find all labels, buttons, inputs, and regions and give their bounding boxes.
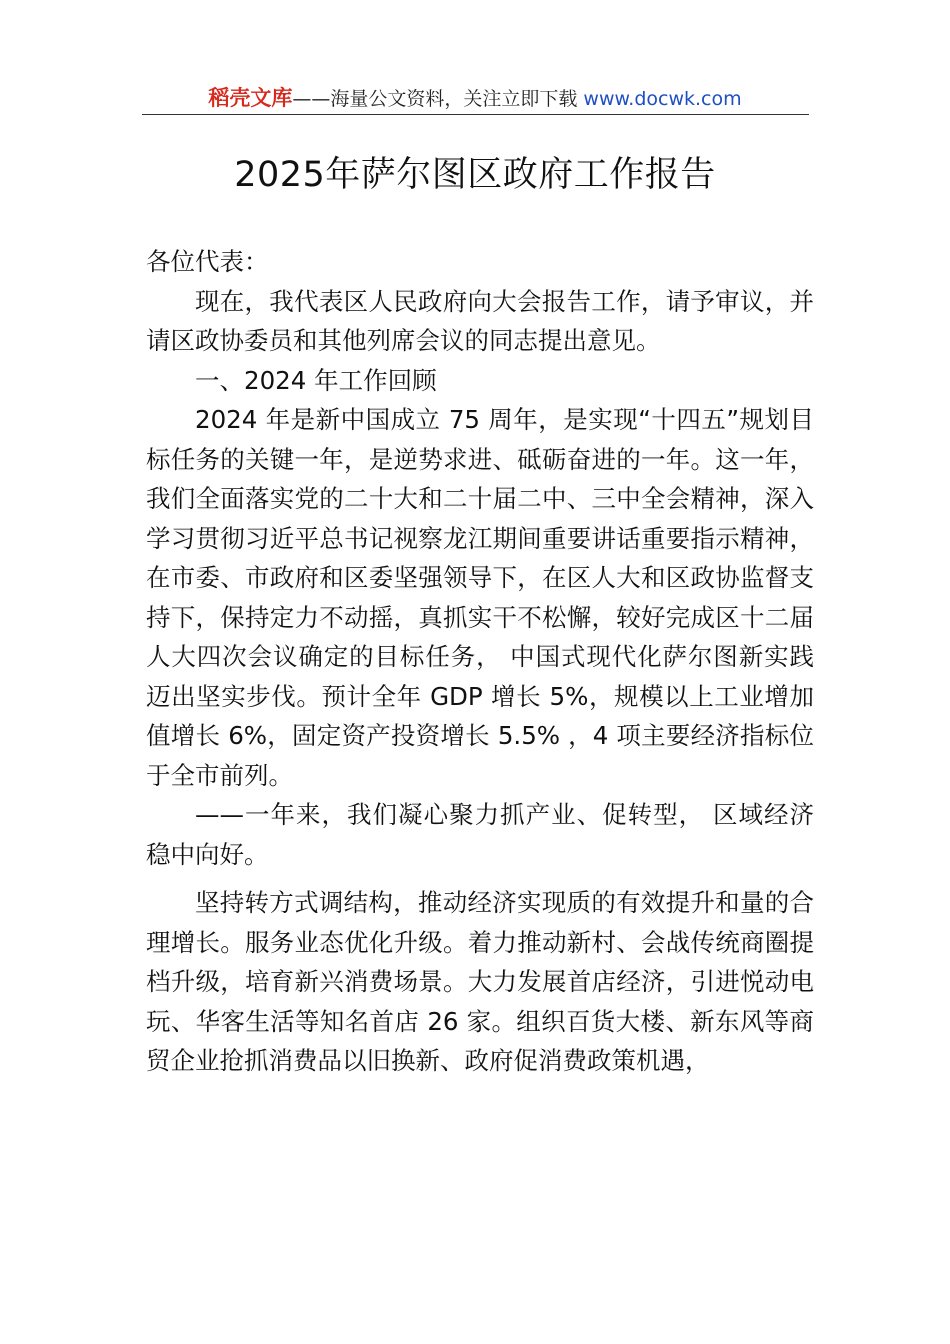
paragraph-subheading: ——一年来，我们凝心聚力抓产业、促转型， 区域经济 稳中向好。	[146, 800, 814, 869]
paragraph-industry: 坚持转方式调结构，推动经济实现质的有效提升和量的合理增长。服务业态优化升级。着力推动新村、会战传统商圈提档升级，培育新兴消费场景。大力发展首店经济，引进悦动电玩、华客生活等知名首店 26 家。组织百货大楼、新东风等商贸企业抢抓消费品以旧换新、政府促消费政策机遇，	[146, 888, 814, 1075]
header-divider	[142, 114, 809, 115]
salutation: 各位代表：	[146, 247, 269, 276]
paragraph-overview: 2024 年是新中国成立 75 周年，是实现“十四五”规划目标任务的关键一年，是逆势求进、砥砺奋进的一年。这一年，我们全面落实党的二十大和二十届二中、三中全会精神，深入学习贯彻习近平总书记视察龙江期间重要讲话重要指示精神，在市委、市政府和区委坚强领导下，在区人大和区政协监督支持下，保持定力不动摇，真抓实干不松懈，较好完成区十二届人大四次会议确定的目标任务， 中国式现代化萨尔图新实践迈出坚实步伐。预计全年 GDP 增长 5%，规模以上工业增加值增长 6%，固定资产投资增长 5.5% ，4 项主要经济指标位于全市前列。	[146, 405, 814, 790]
header-slogan: ——海量公文资料，关注立即下载	[292, 88, 578, 110]
paragraph-intro: 现在，我代表区人民政府向大会报告工作，请予审议，并请区政协委员和其他列席会议的同志提出意见。	[146, 286, 814, 355]
document-title: 2025年萨尔图区政府工作报告	[234, 155, 716, 195]
document-header	[0, 83, 950, 113]
header-url-link[interactable]: www.docwk.com	[583, 88, 742, 110]
document-body	[146, 242, 814, 1081]
section-heading: 一、2024 年工作回顾	[195, 365, 437, 395]
brand-logo-text: 稻壳文库	[208, 86, 293, 110]
